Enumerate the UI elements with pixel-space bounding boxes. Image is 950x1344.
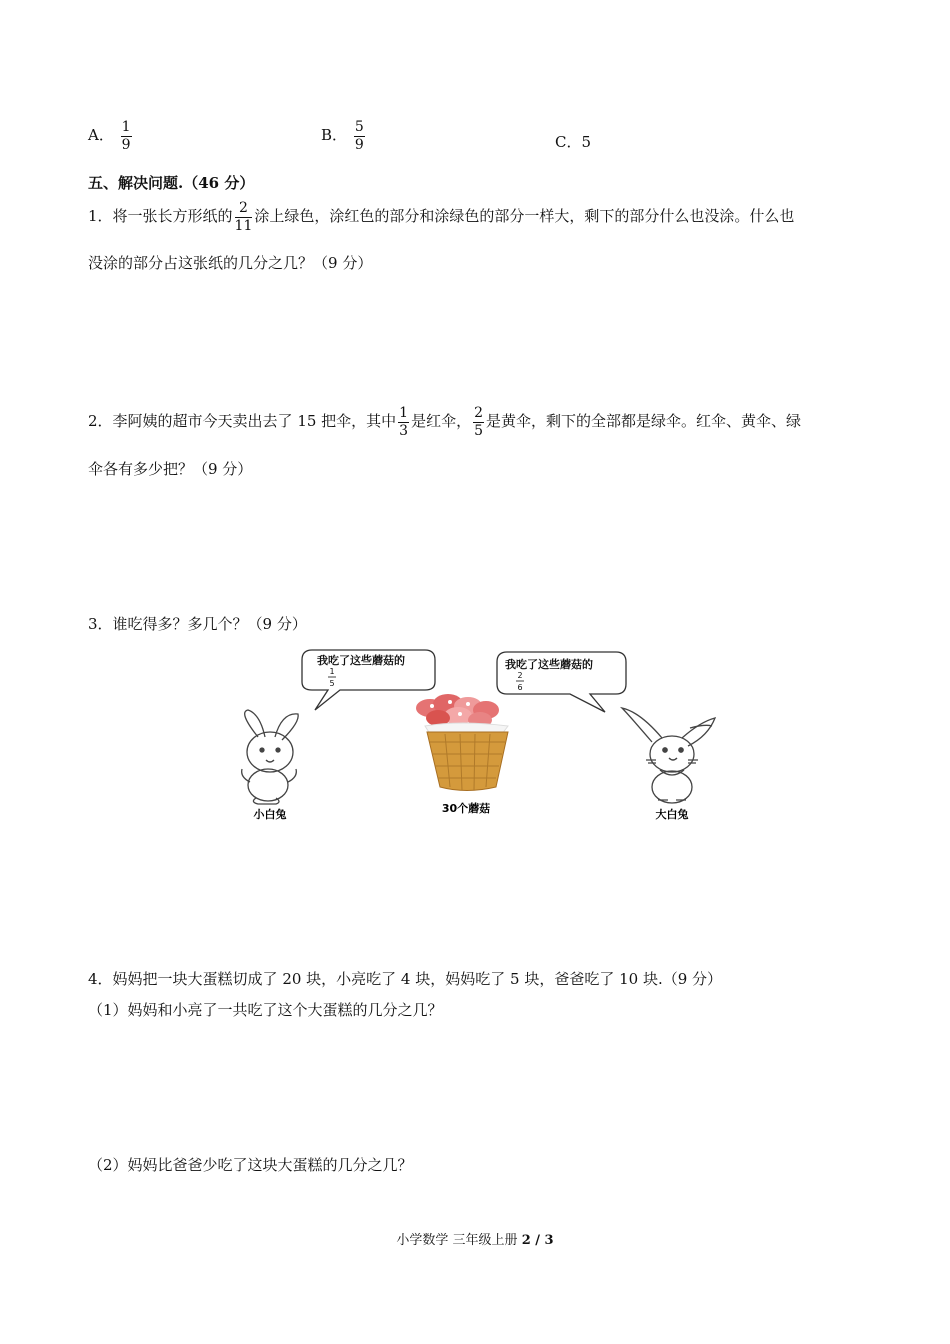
option-a-fraction: $\frac{1}{9}$ xyxy=(121,119,131,153)
option-c-label: C．5 xyxy=(555,133,592,151)
small-rabbit-caption: 小白兔 xyxy=(253,808,287,821)
question-3-text: 3．谁吃得多？多几个？（9 分） xyxy=(88,615,307,633)
option-c xyxy=(555,131,591,152)
left-speech-bubble xyxy=(302,650,435,710)
question-1-line-1: 1．将一张长方形纸的 $\frac{2}{11}$ 涂上绿色，涂红色的部分和涂绿色的部分一样大，剩下的部分什么也没涂。什么也 xyxy=(88,200,795,234)
left-bubble-text: 我吃了这些蘑菇的 xyxy=(317,654,405,667)
mushroom-count-caption: 30个蘑菇 xyxy=(441,802,491,815)
question-2-fraction-red: $\frac{1}{3}$ xyxy=(399,405,409,439)
option-b-fraction: $\frac{5}{9}$ xyxy=(354,119,364,153)
footer-subject: 小学数学 三年级上册 xyxy=(396,1233,518,1248)
option-b xyxy=(321,120,367,152)
rabbits-illustration xyxy=(220,642,720,827)
question-1-line-2: 没涂的部分占这张纸的几分之几？（9 分） xyxy=(88,254,373,272)
big-rabbit-caption: 大白兔 xyxy=(655,808,689,821)
option-a xyxy=(88,120,134,152)
question-2-line-1: 2．李阿姨的超市今天卖出去了 15 把伞，其中 $\frac{1}{3}$ 是红伞， $\frac{2}{5}$ 是黄伞，剩下的全部都是绿伞。红伞、黄伞、绿 xyxy=(88,405,802,439)
section-heading: 五、解决问题.（46 分） xyxy=(88,174,255,192)
page-footer xyxy=(0,1229,950,1248)
small-rabbit-icon xyxy=(242,710,299,804)
svg-text:6: 6 xyxy=(517,683,523,692)
question-4-sub-1: （1）妈妈和小亮了一共吃了这个大蛋糕的几分之几？ xyxy=(88,1001,443,1019)
option-b-label: B． xyxy=(321,126,348,145)
option-a-label: A． xyxy=(88,126,114,145)
svg-text:2: 2 xyxy=(517,671,523,680)
question-4-text: 4．妈妈把一块大蛋糕切成了 20 块，小亮吃了 4 块，妈妈吃了 5 块，爸爸吃了 10 块.（9 分） xyxy=(88,970,723,988)
svg-text:1: 1 xyxy=(329,667,335,676)
footer-page-number: 2 / 3 xyxy=(521,1233,554,1248)
big-rabbit-icon xyxy=(622,708,715,803)
svg-text:5: 5 xyxy=(329,679,335,688)
right-bubble-text: 我吃了这些蘑菇的 xyxy=(505,658,593,671)
question-2-fraction-yellow: $\frac{2}{5}$ xyxy=(474,405,484,439)
question-4-sub-2: （2）妈妈比爸爸少吃了这块大蛋糕的几分之几？ xyxy=(88,1156,413,1174)
question-1-fraction: $\frac{2}{11}$ xyxy=(234,200,253,234)
mushroom-basket-icon xyxy=(416,694,508,791)
right-speech-bubble xyxy=(497,652,626,712)
question-2-line-2: 伞各有多少把？（9 分） xyxy=(88,460,253,478)
